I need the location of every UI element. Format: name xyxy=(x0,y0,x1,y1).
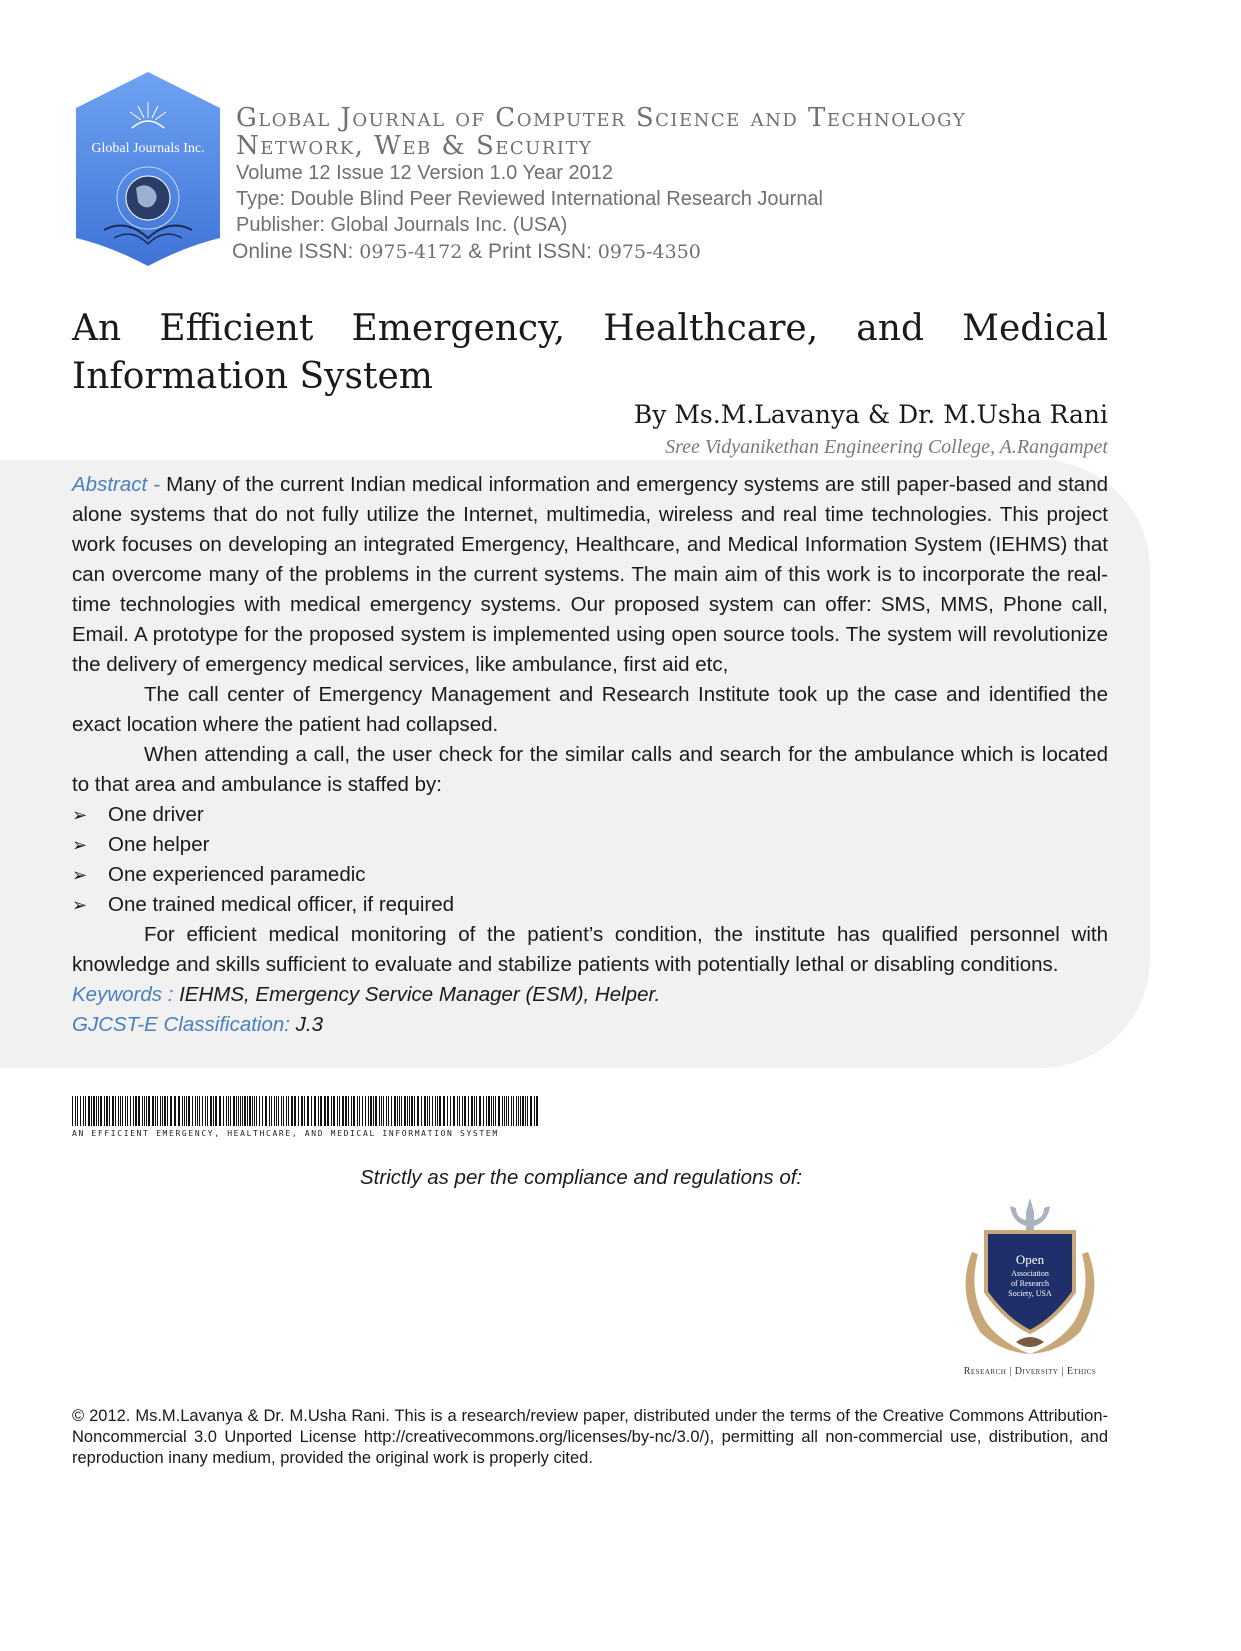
oars-seal xyxy=(950,1192,1110,1362)
barcode-bar xyxy=(133,1096,134,1126)
barcode-bar xyxy=(304,1096,305,1126)
barcode-bar xyxy=(83,1096,84,1126)
barcode-bar xyxy=(88,1096,90,1126)
list-item: ➢ One helper xyxy=(72,830,1108,860)
barcode-bar xyxy=(437,1096,438,1126)
barcode-bar xyxy=(80,1096,81,1126)
journal-title: Global Journal of Computer Science and Technology xyxy=(236,103,967,133)
barcode-bar xyxy=(236,1096,237,1126)
barcode-bar xyxy=(77,1096,78,1126)
barcode-bar xyxy=(508,1096,509,1126)
barcode-bar xyxy=(281,1096,282,1126)
barcode-bar xyxy=(511,1096,512,1126)
barcode-bar xyxy=(167,1096,168,1126)
barcode-bar xyxy=(520,1096,521,1126)
barcode-bar xyxy=(417,1096,419,1126)
barcode-bar xyxy=(506,1096,507,1126)
barcode-bar xyxy=(138,1096,140,1126)
barcode-bar xyxy=(462,1096,463,1126)
barcode-bar xyxy=(197,1096,198,1126)
barcode-bar xyxy=(453,1096,455,1126)
barcode-bar xyxy=(357,1096,358,1126)
barcode-bar xyxy=(311,1096,312,1126)
barcode-bar xyxy=(210,1096,212,1126)
barcode-bar xyxy=(152,1096,154,1126)
barcode-bar xyxy=(414,1096,415,1126)
barcode-bar xyxy=(256,1096,257,1126)
barcode-bar xyxy=(359,1096,360,1126)
barcode-bar xyxy=(276,1096,277,1126)
barcode-bar xyxy=(274,1096,275,1126)
barcode-bar xyxy=(468,1096,469,1126)
barcode-bar xyxy=(135,1096,137,1126)
barcode-bar xyxy=(401,1096,402,1126)
oars-line-1: Open xyxy=(1015,1252,1045,1267)
oars-line-2: Association xyxy=(1011,1269,1049,1278)
barcode-bar xyxy=(215,1096,217,1126)
journal-section: Network, Web & Security xyxy=(236,131,593,161)
barcode-bar xyxy=(513,1096,514,1126)
barcode-bar xyxy=(115,1096,116,1126)
barcode-bar xyxy=(294,1096,296,1126)
barcode-bar xyxy=(288,1096,289,1126)
barcode-bar xyxy=(233,1096,235,1126)
barcode-bar xyxy=(174,1096,176,1126)
barcode-bar xyxy=(493,1096,494,1126)
abstract-label: Abstract - xyxy=(72,473,167,496)
barcode-bar xyxy=(240,1096,241,1126)
barcode-bar xyxy=(244,1096,246,1126)
barcode-bar xyxy=(142,1096,143,1126)
barcode-bar xyxy=(491,1096,492,1126)
barcode-bar xyxy=(283,1096,284,1126)
paper-title: An Efficient Emergency, Healthcare, and Medical Information System xyxy=(72,308,1108,397)
barcode-bar xyxy=(424,1096,426,1126)
barcode-bar xyxy=(118,1096,119,1126)
oars-line-3: of Research xyxy=(1011,1279,1049,1288)
barcode xyxy=(72,1096,540,1126)
arrow-bullet-icon: ➢ xyxy=(72,805,88,825)
barcode-bar xyxy=(192,1096,193,1126)
barcode-bar xyxy=(525,1096,526,1126)
barcode-bar xyxy=(207,1096,208,1126)
barcode-bar xyxy=(443,1096,445,1126)
barcode-bar xyxy=(488,1096,490,1126)
barcode-bar xyxy=(339,1096,340,1126)
barcode-bar xyxy=(226,1096,227,1126)
barcode-bar xyxy=(471,1096,473,1126)
barcode-bar xyxy=(112,1096,114,1126)
barcode-bar xyxy=(125,1096,126,1126)
barcode-bar xyxy=(213,1096,214,1126)
barcode-bar xyxy=(479,1096,481,1126)
barcode-bar xyxy=(381,1096,382,1126)
list-item: ➢ One experienced paramedic xyxy=(72,860,1108,890)
barcode-bar xyxy=(318,1096,319,1126)
barcode-bar xyxy=(160,1096,161,1126)
barcode-bar xyxy=(262,1096,263,1126)
barcode-bar xyxy=(476,1096,477,1126)
barcode-bar xyxy=(498,1096,500,1126)
barcode-caption: AN EFFICIENT EMERGENCY, HEALTHCARE, AND MEDICAL INFORMATION SYSTEM xyxy=(72,1129,499,1138)
paper-affiliation: Sree Vidyanikethan Engineering College, A.Rangampet xyxy=(665,436,1108,458)
barcode-bar xyxy=(100,1096,102,1126)
barcode-bar xyxy=(345,1096,347,1126)
barcode-bar xyxy=(435,1096,436,1126)
barcode-bar xyxy=(534,1096,535,1126)
barcode-bar xyxy=(254,1096,255,1126)
license-notice: © 2012. Ms.M.Lavanya & Dr. M.Usha Rani. This is a research/review paper, distributed under the terms of the Creative Commons Attribution-Noncommercial 3.0 Unported License http://creativecommons.org/licenses/by-nc/3.0/), permitting all non-commercial use, distribution, and reproduction inany medium, provided the original work is properly cited. xyxy=(72,1407,1108,1467)
barcode-bar xyxy=(502,1096,503,1126)
barcode-bar xyxy=(351,1096,352,1126)
barcode-bar xyxy=(106,1096,108,1126)
keywords: Keywords : IEHMS, Emergency Service Manager (ESM), Helper. xyxy=(72,983,661,1006)
barcode-bar xyxy=(247,1096,248,1126)
barcode-bar xyxy=(459,1096,460,1126)
barcode-bar xyxy=(375,1096,377,1126)
barcode-bar xyxy=(337,1096,338,1126)
barcode-bar xyxy=(362,1096,363,1126)
barcode-bar xyxy=(219,1096,221,1126)
barcode-bar xyxy=(278,1096,279,1126)
journal-volume: Volume 12 Issue 12 Version 1.0 Year 2012 xyxy=(236,162,613,184)
barcode-bar xyxy=(421,1096,422,1126)
barcode-bar xyxy=(238,1096,239,1126)
barcode-bar xyxy=(450,1096,451,1126)
abstract-paragraph-2: The call center of Emergency Management and Research Institute took up the case and identified the exact location where the patient had collapsed. xyxy=(72,683,1108,736)
barcode-bar xyxy=(120,1096,121,1126)
staff-list xyxy=(72,800,1108,920)
barcode-bar xyxy=(427,1096,428,1126)
barcode-bar xyxy=(162,1096,163,1126)
compliance-statement: Strictly as per the compliance and regulations of: xyxy=(360,1166,803,1189)
barcode-bar xyxy=(516,1096,517,1126)
barcode-bar xyxy=(298,1096,299,1126)
barcode-bar xyxy=(397,1096,398,1126)
barcode-bar xyxy=(342,1096,344,1126)
arrow-bullet-icon: ➢ xyxy=(72,865,88,885)
barcode-bar xyxy=(164,1096,166,1126)
barcode-bar xyxy=(230,1096,231,1126)
barcode-bar xyxy=(122,1096,123,1126)
barcode-bar xyxy=(379,1096,380,1126)
barcode-bar xyxy=(365,1096,366,1126)
barcode-bar xyxy=(320,1096,322,1126)
barcode-bar xyxy=(223,1096,224,1126)
barcode-bar xyxy=(530,1096,532,1126)
barcode-bar xyxy=(439,1096,441,1126)
barcode-bar xyxy=(144,1096,145,1126)
barcode-bar xyxy=(184,1096,185,1126)
arrow-bullet-icon: ➢ xyxy=(72,895,88,915)
barcode-bar xyxy=(188,1096,190,1126)
barcode-bar xyxy=(331,1096,332,1126)
barcode-bar xyxy=(527,1096,528,1126)
barcode-bar xyxy=(348,1096,349,1126)
barcode-bar xyxy=(148,1096,150,1126)
abstract-paragraph-1: Abstract - Many of the current Indian medical information and emergency systems are still paper-based and stand alone systems that do not fully utilize the Internet, multimedia, wireless and real time technologies. This project work focuses on developing an integrated Emergency, Healthcare, and Medical Information System (IEHMS) that can overcome many of the problems in the current systems. The main aim of this work is to incorporate the real-time technologies with medical emergency systems. Our proposed system can offer: SMS, MMS, Phone call, Email. A prototype for the proposed system is implemented using open source tools. The system will revolutionize the delivery of emergency medical services, like ambulance, first aid etc, xyxy=(72,473,1108,676)
barcode-bar xyxy=(199,1096,200,1126)
journal-publisher: Publisher: Global Journals Inc. (USA) xyxy=(236,214,568,236)
barcode-bar xyxy=(195,1096,196,1126)
barcode-bar xyxy=(333,1096,335,1126)
barcode-bar xyxy=(518,1096,519,1126)
barcode-bar xyxy=(242,1096,243,1126)
barcode-bar xyxy=(127,1096,128,1126)
journal-issn: Online ISSN: 0975-4172 & Print ISSN: 0975-4350 xyxy=(232,240,701,263)
barcode-bar xyxy=(265,1096,267,1126)
barcode-bar xyxy=(286,1096,287,1126)
barcode-bar xyxy=(178,1096,180,1126)
barcode-bar xyxy=(522,1096,524,1126)
barcode-bar xyxy=(85,1096,86,1126)
barcode-bar xyxy=(259,1096,260,1126)
barcode-bar xyxy=(182,1096,183,1126)
barcode-bar xyxy=(407,1096,408,1126)
barcode-bar xyxy=(370,1096,372,1126)
barcode-bar xyxy=(353,1096,355,1126)
barcode-bar xyxy=(447,1096,448,1126)
barcode-bar xyxy=(388,1096,389,1126)
barcode-bar xyxy=(249,1096,251,1126)
oars-motto: Research | Diversity | Ethics xyxy=(963,1366,1097,1377)
barcode-bar xyxy=(98,1096,99,1126)
barcode-bar xyxy=(368,1096,369,1126)
barcode-bar xyxy=(252,1096,253,1126)
barcode-bar xyxy=(75,1096,76,1126)
classification: GJCST-E Classification: J.3 xyxy=(72,1013,324,1036)
barcode-bar xyxy=(146,1096,147,1126)
journal-type: Type: Double Blind Peer Reviewed International Research Journal xyxy=(236,188,824,210)
barcode-bar xyxy=(404,1096,406,1126)
barcode-bar xyxy=(228,1096,229,1126)
barcode-bar xyxy=(314,1096,316,1126)
barcode-bar xyxy=(504,1096,505,1126)
global-journals-logo xyxy=(74,70,222,268)
barcode-bar xyxy=(429,1096,430,1126)
barcode-bar xyxy=(186,1096,187,1126)
abstract-paragraph-4: For efficient medical monitoring of the patient’s condition, the institute has qualified personnel with knowledge and skills sufficient to evaluate and stabilize patients with potentially lethal or disabling conditions. xyxy=(72,923,1108,976)
barcode-bar xyxy=(291,1096,293,1126)
barcode-bar xyxy=(409,1096,410,1126)
barcode-bar xyxy=(271,1096,272,1126)
barcode-bar xyxy=(205,1096,206,1126)
barcode-bar xyxy=(483,1096,484,1126)
barcode-bar xyxy=(307,1096,309,1126)
barcode-bar xyxy=(386,1096,387,1126)
arrow-bullet-icon: ➢ xyxy=(72,835,88,855)
barcode-bar xyxy=(155,1096,156,1126)
barcode-bar xyxy=(536,1096,538,1126)
barcode-bar xyxy=(457,1096,458,1126)
barcode-bar xyxy=(202,1096,203,1126)
barcode-bar xyxy=(383,1096,384,1126)
barcode-bar xyxy=(104,1096,105,1126)
barcode-bar xyxy=(432,1096,433,1126)
barcode-bar xyxy=(495,1096,496,1126)
list-item: ➢ One driver xyxy=(72,800,1108,830)
barcode-bar xyxy=(157,1096,158,1126)
barcode-bar xyxy=(170,1096,172,1126)
barcode-bar xyxy=(474,1096,475,1126)
barcode-bar xyxy=(399,1096,400,1126)
barcode-bar xyxy=(109,1096,110,1126)
journal-header xyxy=(232,103,1036,266)
oars-line-4: Society, USA xyxy=(1008,1289,1052,1298)
barcode-bar xyxy=(96,1096,97,1126)
barcode-bar xyxy=(411,1096,413,1126)
list-item: ➢ One trained medical officer, if required xyxy=(72,890,1108,920)
paper-authors: By Ms.M.Lavanya & Dr. M.Usha Rani xyxy=(633,400,1108,429)
abstract xyxy=(72,470,1108,1040)
barcode-bar xyxy=(269,1096,270,1126)
barcode-bar xyxy=(301,1096,303,1126)
barcode-bar xyxy=(93,1096,95,1126)
barcode-bar xyxy=(91,1096,92,1126)
barcode-bar xyxy=(464,1096,466,1126)
barcode-bar xyxy=(130,1096,131,1126)
barcode-bar xyxy=(327,1096,329,1126)
barcode-bar xyxy=(486,1096,487,1126)
barcode-bar xyxy=(391,1096,392,1126)
logo-text: Global Journals Inc. xyxy=(91,141,205,156)
barcode-bar xyxy=(324,1096,326,1126)
barcode-bar xyxy=(373,1096,374,1126)
abstract-paragraph-3: When attending a call, the user check for the similar calls and search for the ambulance which is located to that area and ambulance is staffed by: xyxy=(72,743,1108,796)
barcode-bar xyxy=(72,1096,73,1126)
barcode-bar xyxy=(394,1096,396,1126)
